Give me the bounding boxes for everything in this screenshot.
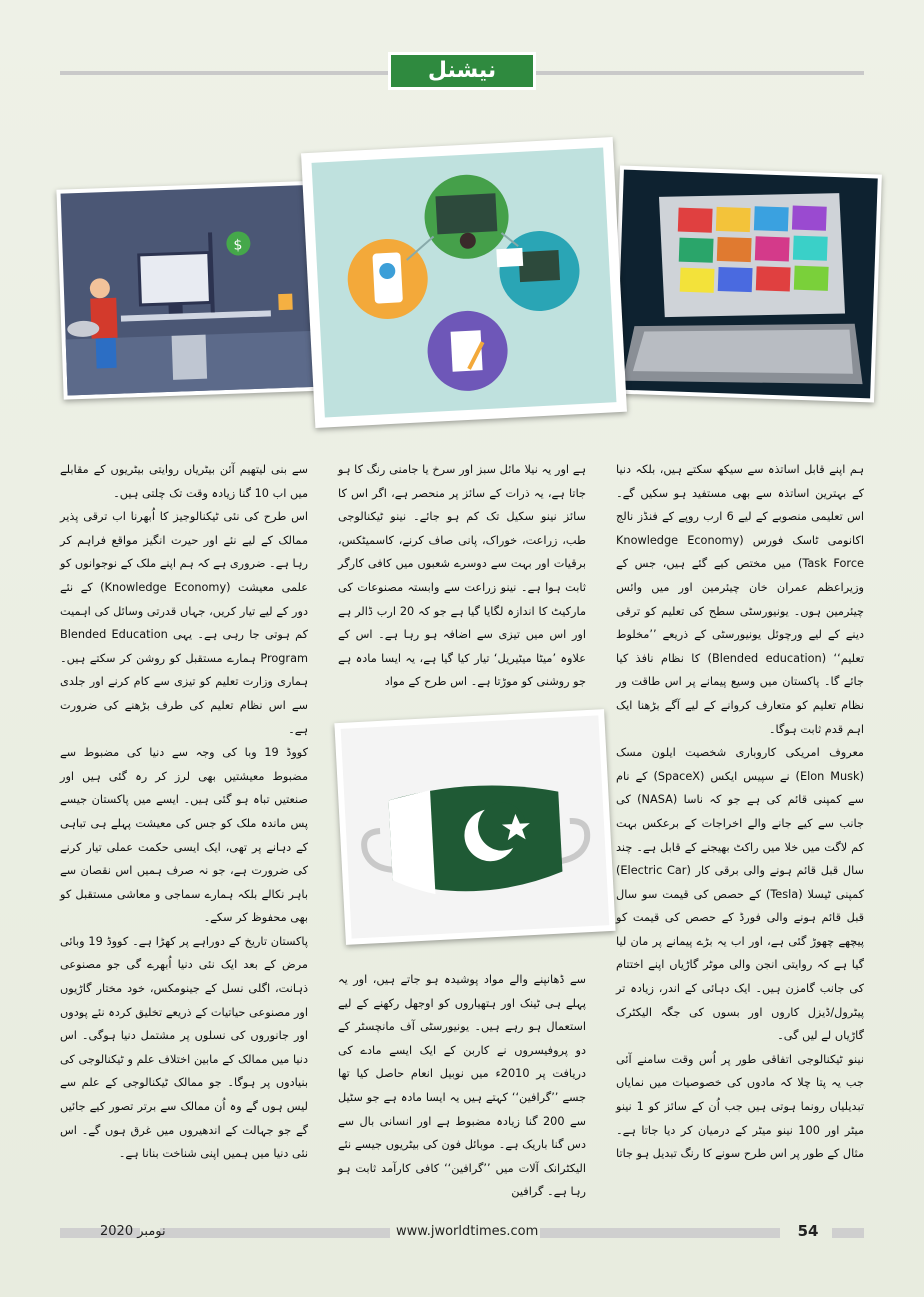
photo-computer-desk [56, 180, 333, 399]
footer-date: نومبر 2020 [100, 1224, 166, 1239]
paragraph: کووڈ 19 وبا کی وجہ سے دنیا کی مضبوط سے مضبوط معیشتیں بھی لرز کر رہ گئی ہیں اور صنعتیں تباہ ہو گئی ہیں۔ ایسے میں پاکستان جیسے پس ماندہ ملک کو جس کی معیشت پہلے ہی تباہی کے دہانے پر تھی، ایک ایسی حکمت عملی تیار کرنے کی ضرورت ہے، جو نہ صرف ہمیں اس نقصان سے باہر نکالے بلکہ ہمارے سماجی و معاشی مستقبل کو بھی محفوظ کر سکے۔ [60, 746, 308, 925]
header-rule-left [60, 71, 388, 75]
column-middle-top [338, 458, 586, 694]
paragraph: معروف امریکی کاروباری شخصیت ایلون مسک (Elon Musk) نے سپیس ایکس (SpaceX) کے نام سے کمپنی قائم کی ہے جو کہ ناسا (NASA) کی جانب سے کیے جانے والے اخراجات کے برعکس بہت کم لاگت میں خلا میں راکٹ بھیجنے کے قابل ہے۔ چند سال قبل قائم ہونے والی برقی کار (Electric Car) کمپنی ٹیسلا (Tesla) کے حصص کی قیمت سو سال قبل قائم ہونے والی فورڈ کے حصص کی قیمت کو پیچھے چھوڑ گئی ہے، اور اب یہ بڑے پیمانے پر مان لیا گیا ہے کہ روایتی انجن والی موٹر گاڑیاں اپنے اختتام کی جانب گامزن ہیں۔ ایک دہائی کے اندر، زیادہ تر پیٹرول/ڈیزل کاروں اور بسوں کی جگہ الیکٹرک گاڑیاں لے لیں گی۔ [616, 746, 865, 1043]
section-title: نیشنل [388, 52, 536, 90]
paragraph: سے بنی لیتھیم آئن بیٹریاں روایتی بیٹریوں کے مقابلے میں اب 10 گنا زیادہ وقت تک چلتی ہیں۔ [60, 463, 308, 500]
mask-illustration [334, 709, 615, 945]
column-middle-bottom [338, 968, 586, 1204]
photo-laptop-faces [612, 165, 882, 402]
column-right [616, 458, 864, 1166]
svg-text:$: $ [233, 237, 243, 254]
paragraph: اس طرح کی نئی ٹیکنالوجیز کا اُبھرنا اب ترقی پذیر ممالک کے لیے نئے اور حیرت انگیز مواقع فراہم کر رہا ہے۔ ضروری ہے کہ ہم اپنے ملک کے نوجوانوں کو علمی معیشت (Knowledge Economy) کے نئے دور کے لیے تیار کریں، جہاں قدرتی وسائل کی اہمیت کم ہوتی جا رہی ہے۔ یہی Blended Education Program ہمارے مستقبل کو روشن کر سکتے ہیں۔ ہماری وزارت تعلیم کو تیزی سے کام کرنے اور جلدی سے اس نظام تعلیم کی طرف بڑھنے کی ضرورت ہے۔ [60, 510, 309, 736]
paragraph: سے ڈھانپنے والے مواد پوشیدہ ہو جاتے ہیں، اور یہ پہلے ہی ٹینک اور ہتھیاروں کو اوجھل رکھنے کے لیے استعمال ہو رہے ہیں۔ یونیورسٹی آف مانچسٹر کے دو پروفیسروں نے کاربن کے ایک ایسے مادے کی دریافت پر 2010ء میں نوبیل انعام حاصل کیا تھا جسے ’’گرافین‘‘ کہتے ہیں یہ ایسا مادہ ہے جو سٹیل سے 200 گنا زیادہ مضبوط ہے اور انسانی بال سے دس گنا باریک ہے۔ موبائل فون کی بیٹریوں جیسے نئے الیکٹرانک آلات میں ’’گرافین‘‘ کافی کارآمد ثابت ہو رہا ہے۔ گرافین [338, 973, 586, 1199]
header-rule-right [536, 71, 864, 75]
paragraph: پاکستان تاریخ کے دوراہے پر کھڑا ہے۔ کووڈ 19 وبائی مرض کے بعد ایک نئی دنیا اُبھرے گی جو مصنوعی ذہانت، اگلی نسل کے جینومکس، خود مختار گاڑیوں اور مصنوعی حیاتیات کے ذریعے تخلیق کردہ نئے پودوں اور جانوروں کی نسلوں پر مشتمل دنیا ہوگی۔ اس دنیا میں ممالک کے مابین اختلاف علم و ٹیکنالوجی کی بنیادوں پر ہوگا۔ جو ممالک ٹیکنالوجی کے علم سے لیس ہوں گے وہ اُن ممالک سے برتر تصور کیے جائیں گے جو جہالت کے اندھیروں میں غرق ہوں گے۔ اس نئی دنیا میں ہمیں اپنی شناخت بنانا ہے۔ [60, 934, 308, 1161]
column-left [60, 458, 308, 1166]
laptop-illustration [612, 165, 882, 402]
computer-desk-illustration [56, 180, 333, 399]
footer-website[interactable]: www.jworldtimes.com [396, 1224, 539, 1239]
footer-bar-end [832, 1228, 864, 1238]
footer-bar-mid [160, 1228, 390, 1238]
paragraph: نینو ٹیکنالوجی اتفاقی طور پر اُس وقت سامنے آئی جب یہ پتا چلا کہ مادوں کی خصوصیات میں نمایاں تبدیلیاں رونما ہوتی ہیں جب اُن کے سائز کو 1 نینو میٹر اور 100 نینو میٹر کے درمیان کر دیا جاتا ہے۔ مثال کے طور پر اس طرح سونے کا رنگ تبدیل ہو جاتا [616, 1052, 865, 1161]
paragraph: ہم اپنے قابل اساتذہ سے سیکھ سکتے ہیں، بلکہ دنیا کے بہترین اساتذہ سے بھی مستفید ہو سکیں گے۔ اس تعلیمی منصوبے کے لیے 6 ارب روپے کے فنڈز نالج اکانومی ٹاسک فورس (Knowledge Economy Task Force) میں مختص کیے گئے ہیں، جس کے وزیراعظم عمران خان چیئرمین اور میں وائس چیئرمین ہوں۔ یونیورسٹی سطح کی تعلیم کو ترقی دینے کے لیے ورچوئل یونیورسٹی کے ذریعے ’’مخلوط تعلیم‘‘ (Blended education) کا نظام نافذ کیا جائے گا۔ پاکستان میں وسیع پیمانے پر اس طاقت ور نظام تعلیم کو متعارف کروانے کے لیے آگے بڑھنا ایک اہم قدم ثابت ہوگا۔ [616, 463, 865, 736]
page-number: 54 [797, 1222, 819, 1240]
book-icon [496, 248, 523, 267]
elearning-illustration [301, 137, 627, 428]
photo-flag-mask [334, 709, 615, 945]
photo-elearning [301, 137, 627, 428]
footer-bar-right [540, 1228, 780, 1238]
paragraph: ہے اور یہ نیلا مائل سبز اور سرخ یا جامنی رنگ کا ہو جاتا ہے، یہ ذرات کے سائز پر منحصر ہے، اگر اس کا سائز نینو سکیل تک کم ہو جائے۔ نینو ٹیکنالوجی طب، زراعت، خوراک، پانی صاف کرنے، کاسمیٹکس، برقیات اور بہت سے دوسرے شعبوں میں کافی کارگر ثابت ہوا ہے۔ نینو زراعت سے وابستہ مصنوعات کی مارکیٹ کا اندازہ لگایا گیا ہے جو کہ 20 ارب ڈالر ہے اور اس میں تیزی سے اضافہ ہو رہا ہے۔ اس کے علاوہ ’میٹا میٹیریل‘ تیار کیا گیا ہے، یہ ایسا مادہ ہے جو روشنی کو موڑتا ہے۔ اس طرح کے مواد [338, 463, 587, 689]
